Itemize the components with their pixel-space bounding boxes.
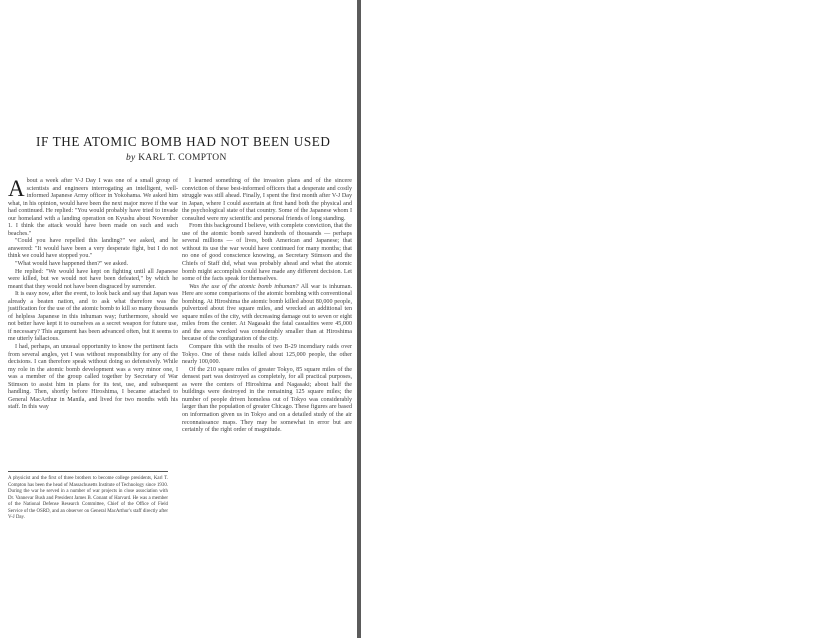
facing-blank-page xyxy=(361,0,825,638)
section-question: Was the use of the atomic bomb inhuman? xyxy=(189,283,299,290)
footnote-divider xyxy=(8,471,168,472)
left-column xyxy=(8,178,178,412)
paragraph: From this background I believe, with complete conviction, that the use of the atomic bomb saved hundreds of thousands — perhaps several millions — of lives, both American and Japanese; that without its use the war would have continued for many months; that no one of good conscience knowing, as Secretary Stimson and the Chiefs of Staff did, what was probably ahead and what the atomic bomb might accomplish could have made any different decision. Let some of the facts speak for themselves. xyxy=(182,223,352,283)
paragraph: "What would have happened then?" we asked. xyxy=(15,261,129,268)
byline xyxy=(126,153,227,163)
author-name: KARL T. COMPTON xyxy=(138,153,227,163)
paragraph: Of the 210 square miles of greater Tokyo, 85 square miles of the densest part was destroyed as completely, for all practical purposes, as were the centers of Hiroshima and Nagasaki; about half the buildings were destroyed in the remaining 125 square miles; the number of people driven homeless out of Tokyo was considerably larger than the population of greater Chicago. These figures are based on information given us in Tokyo and on a detailed study of the air reconnaissance maps. They may be somewhat in error but are certainly of the right order of magnitude. xyxy=(182,366,352,434)
article-page xyxy=(0,0,357,638)
paragraph: Compare this with the results of two B-29 incendiary raids over Tokyo. One of these raids killed about 125,000 people, the other nearly 100,000. xyxy=(182,344,352,366)
paragraph: I had, perhaps, an unusual opportunity to know the pertinent facts from several angles, yet I was without responsibility for any of the decisions. I can therefore speak without doing so defensively. While my role in the atomic bomb development was a very minor one, I was a member of the group called together by Secretary of War Stimson to assist him in plans for its test, use, and subsequent handling. Then, shortly before Hiroshima, I became attached to General MacArthur in Manila, and lived for two months with his staff. In this way xyxy=(8,344,178,411)
author-footnote: A physicist and the first of three brothers to become college presidents, Karl T. Compton has been the head of Massachusetts Institute of Technology since 1930. During the war he served in a number of war projects in close association with Dr. Vannevar Bush and President James B. Conant of Harvard. He was a member of the National Defense Research Committee, Chief of the Office of Field Service of the OSRD, and an observer on General MacArthur's staff directly after V-J Day. xyxy=(8,476,168,521)
right-column xyxy=(182,178,352,435)
paragraph: "Could you have repelled this landing?" we asked, and he answered: "It would have been a very desperate fight, but I do not think we could have stopped you." xyxy=(8,238,178,260)
paragraph: It is easy now, after the event, to look back and say that Japan was already a beaten nation, and to ask what therefore was the justification for the use of the atomic bomb to kill so many thousands of helpless Japanese in this inhuman way; furthermore, should we not better have kept it to ourselves as a secret weapon for future use, if necessary? This argument has been advanced often, but it seems to me utterly fallacious. xyxy=(8,291,178,343)
paragraph xyxy=(182,284,352,344)
byline-prefix: by xyxy=(126,153,136,163)
paragraph: About a week after V-J Day I was one of a small group of scientists and engineers interrogating an intelligent, well-informed Japanese Army officer in Yokohama. We asked him what, in his opinion, would have been the next major move if the war had continued. He replied: "You would probably have tried to invade our homeland with a landing operation on Kyushu about November 1. I think the attack would have been made on such and such beaches." xyxy=(8,176,178,237)
paragraph-text: All war is inhuman. Here are some comparisons of the atomic bombing with conventional bombing. At Hiroshima the atomic bomb killed about 80,000 people, pulverized about five square miles, and wrecked an additional ten square miles of the city, with decreasing damage out to seven or eight miles from the center. At Nagasaki the fatal casualties were 45,000 and the area wrecked was considerably smaller than at Hiroshima because of the configuration of the city. xyxy=(182,283,353,343)
paragraph: He replied: "We would have kept on fighting until all Japanese were killed, but we would not have been defeated," by which he meant that they would not have been disgraced by surrender. xyxy=(8,268,178,290)
paragraph: I learned something of the invasion plans and of the sincere conviction of these best-informed officers that a desperate and costly struggle was still ahead. Finally, I spent the first month after V-J Day in Japan, where I could ascertain at first hand both the physical and the psychological state of that country. Some of the Japanese whom I consulted were my scientific and personal friends of long standing. xyxy=(182,178,352,222)
article-title: IF THE ATOMIC BOMB HAD NOT BEEN USED xyxy=(36,134,331,149)
